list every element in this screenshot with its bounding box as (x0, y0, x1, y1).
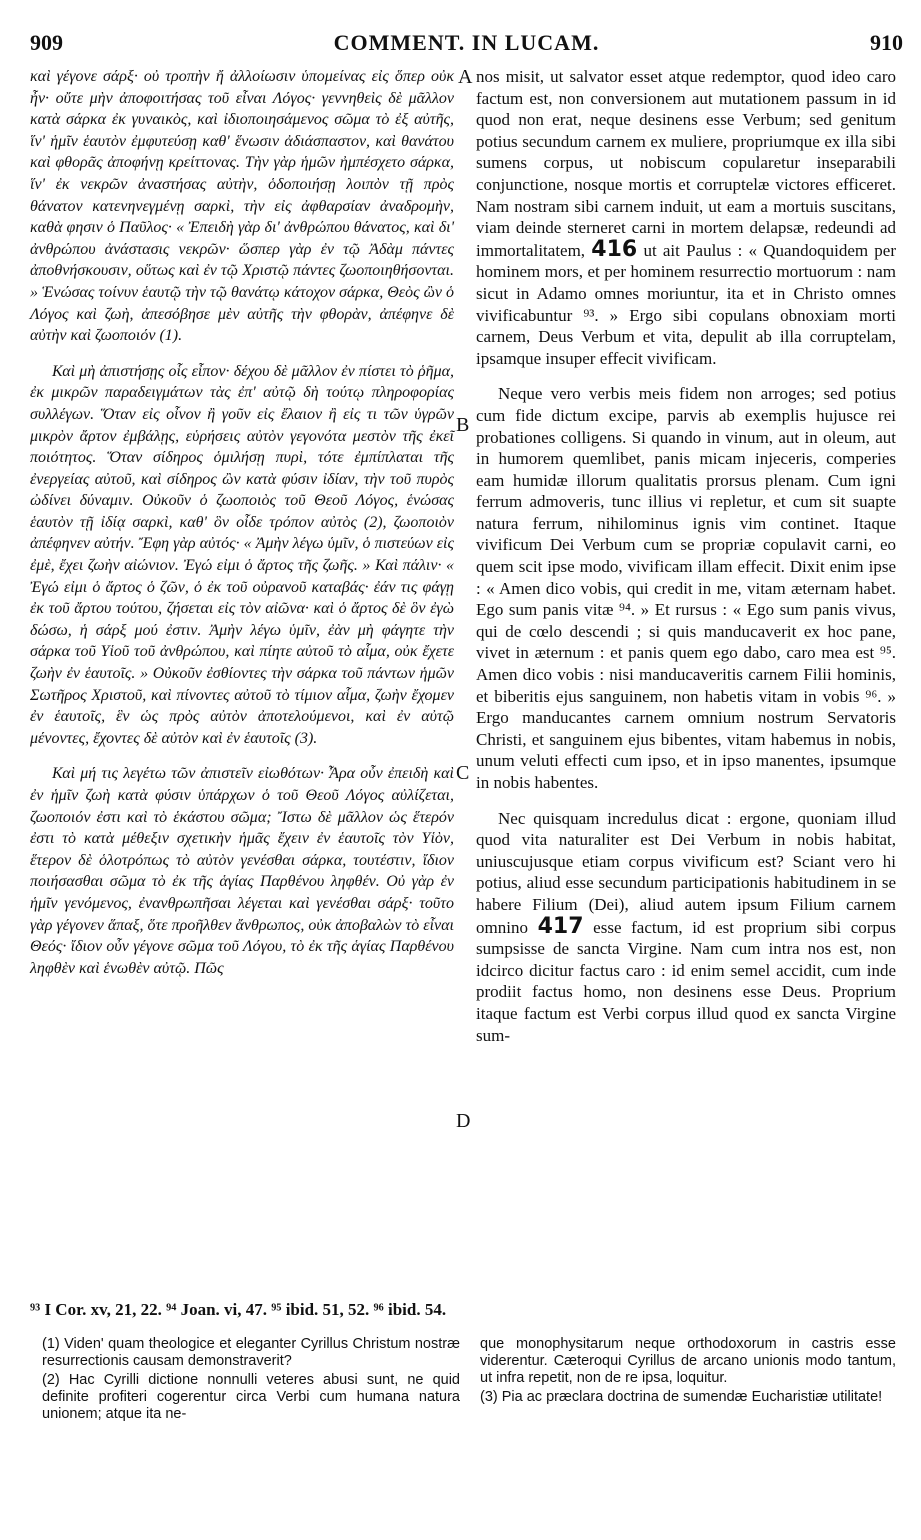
latin-paragraph (476, 808, 896, 1047)
margin-mark-c: C (456, 762, 470, 784)
page-number-right: 910 (870, 30, 903, 55)
greek-paragraph: Καὶ μὴ ἀπιστήσῃς οἷς εἶπον· δέχου δὲ μᾶλλον ἐν πίστει τὸ ῥῆμα, ἐκ μικρῶν παραδειγμάτων τὰς ἐπ' αὐτῷ δὴ τούτῳ πληροφορίας συλλέγων. Ὅταν εἰς οἶνον ἢ γοῦν εἰς ἔλαιον ἢ εἰς τι τῶν ὑγρῶν μικρὸν ἄρτον ἐμβάλῃς, εὑρήσεις αὐτὸν γεγονότα μεστὸν τῆς ἐκεῖ ποιότητος. Ὅταν σίδηρος ὁμιλήσῃ πυρὶ, τότε ἐμπίπλαται τῆς ἐνεργείας αὐτοῦ, καὶ σίδηρος ὢν κατὰ φύσιν ἰδίαν, τὴν τοῦ πυρὸς ὠδίνει δύναμιν. Οὐκοῦν ὁ ζωοποιὸς τοῦ Θεοῦ Λόγος, ἑνώσας ἑαυτὸν τῇ ἰδίᾳ σαρκὶ, καθ' ὃν οἶδε τρόπον αὐτὸς (2), ζωοποιὸν ἀπέφηνεν αὐτήν. Ἔφη γὰρ αὐτός· « Ἀμὴν λέγω ὑμῖν, ὁ πιστεύων εἰς ἐμὲ, ἔχει ζωὴν αἰώνιον. Ἐγώ εἰμι ὁ ἄρτος τῆς ζωῆς. » Καὶ πάλιν· « Ἐγώ εἰμι ὁ ἄρτος ὁ ζῶν, ὁ ἐκ τοῦ οὐρανοῦ καταβάς· ἐάν τις φάγῃ ἐκ τοῦ ἄρτου τούτου, ζήσεται εἰς τὸν αἰῶνα· καὶ ὁ ἄρτος δὲ ὃν ἐγὼ δώσω, ἡ σάρξ μού ἐστιν. Ἀμὴν λέγω ὑμῖν, ἐὰν μὴ φάγητε τὴν σάρκα τοῦ Υἱοῦ τοῦ ἀνθρώπου, καὶ πίητε αὐτοῦ τὸ αἷμα, οὐκ ἔχετε ζωὴν ἐν ἑαυτοῖς. » Οὐκοῦν ἐσθίοντες τὴν σάρκα τοῦ πάντων ἡμῶν Σωτῆρος Χριστοῦ, καὶ πίνοντες αὐτοῦ τὸ τίμιον αἷμα, ζωὴν ἔχομεν ἐν ἑαυτοῖς, ἓν ὡς πρὸς αὐτὸν ἀποτελούμενοι, καὶ ἐν αὐτῷ μένοντες, ἔχοντες δὲ αὐτὸν καὶ ἐν ἑαυτοῖς (3). (30, 362, 454, 747)
running-head (30, 30, 903, 60)
column-number-416: 416 (591, 236, 638, 262)
greek-paragraph: καὶ γέγονε σάρξ· οὐ τροπὴν ἤ ἀλλοίωσιν ὑπομείνας εἰς ὅπερ οὐκ ἦν· οὔτε μὴν ἀποφοιτήσας τοῦ εἶναι Λόγος· γεννηθεὶς δὲ μᾶλλον κατὰ σάρκα ἐκ γυναικὸς, καὶ ἰδιοποιησάμενος σῶμα τὸ ἐξ αὐτῆς, ἵν' ἡμῖν ἑαυτὸν ἐμφυτεύσῃ καθ' ἕνωσιν ἀδιάσπαστον, καὶ θανάτου καὶ φθορᾶς ἀποφήνῃ κρείττονας. Τὴν γὰρ ἡμῶν ἠμπέσχετο σάρκα, ἵν' ἐκ νεκρῶν ἀναστήσας αὐτὴν, ὁδοποιήσῃ λοιπὸν τῇ πρὸς θάνατον κατενηνεγμένῃ σαρκὶ, τὴν εἰς ἀφθαρσίαν ἀναδρομὴν, καθὰ φησιν ὁ Παῦλος· « Ἐπειδὴ γὰρ δι' ἀνθρώπου θάνατος, καὶ δι' ἀνθρώπου ἀνάστασις νεκρῶν· ὥσπερ γὰρ ἐν τῷ Ἀδὰμ πάντες ἀποθνήσκουσιν, οὕτως καὶ ἐν τῷ Χριστῷ πάντες ζωοποιηθήσονται. » Ἑνώσας τοίνυν ἑαυτῷ τὴν τῷ θανάτῳ κάτοχον σάρκα, Θεὸς ὢν ὁ Λόγος καὶ ζωὴ, ἀπεσόβησε μὲν αὐτῆς τὴν φθορὰν, ἀπέφηνε δὲ αὐτὴν καὶ ζωοποιόν (1). (30, 68, 454, 345)
margin-mark-d: D (456, 1110, 471, 1132)
latin-text: Nec quisquam incredulus dicat : ergone, quoniam illud quod vita naturaliter est Dei Verbum in nobis habitat, uniuscujusque etiam corpus vivificum est? Sciant vero hi potius, aliud esse secundum participationis habitudinem in se habere Filium (Dei), aliud autem ipsum Filium carnem omnino (476, 808, 896, 937)
latin-text: ut ait Paulus : « Quandoquidem per hominem mors, et per hominem resurrectio mortuorum : nam sicut in Adamo omnes moriuntur, ita et in Christo omnes vivificabuntur ⁹³. » Ergo sibi copulans obnoxiam morti carnem, Deus Verbum et vita, depulit ab illa corruptelam, ipsamque insuper effecit vivificam. (476, 240, 897, 368)
footnote: (3) Pia ac præclara doctrina de sumendæ Eucharistiæ utilitate! (480, 1389, 883, 1405)
latin-paragraph: Neque vero verbis meis fidem non arroges; sed potius cum fide dictum excipe, parvis ab exemplis hujusce rei probationes colligens. Si quando in vinum, aut in oleum, aut in humorem quemlibet, panis micam injeceris, comperies eam humidæ illorum qualitatis prorsus plenam. Cum igni ferrum admoveris, tunc illius vi repletur, et cum sit suapte natura ferrum, nihilominus ignis vim continet. Itaque vivificum Dei Verbum cum se propriæ copulavit carni, eo quem scit ipse modo, vivificam illam effecit. Dixit enim ipse : « Amen dico vobis, qui credit in me, vitam æternam habet. Ego sum panis vitæ ⁹⁴. » Et rursus : « Ego sum panis vivus, qui de cœlo descendi ; si quis manducaverit ex hoc pane, vivet in æternum : et panis quem ego dabo, caro mea est ⁹⁵. Amen dico vobis : nisi manducaveritis carnem Filii hominis, et biberitis ejus sanguinem, non habetis vitam in vobis ⁹⁶. » Ergo manducantes carnem omnium nostrum Servatoris Christi, et sanguinem ejus bibentes, vitam habemus in nobis, unum veluti effecti cum ipso, et in ipso manentes, ipsumque in nobis habentes. (476, 384, 896, 792)
footnotes-right (480, 1336, 896, 1408)
latin-text: nos misit, ut salvator esset atque redemptor, quod ideo caro factum est, non conversionem aut mutationem passum in id quod non erat, neque desinens esse Verbum; sed genitum potius secundum carnem ex muliere, propriumque ex illa sibi sumens corpus, ut nobiscum copularetur inseparabili conjunctione, nosque mortis et corruptelæ victores efficeret. Nam nostram sibi carnem induit, ut eam a mortuis suscitans, viam deinde sterneret carni in mortem delapsæ, redeundi ad immortalitatem, (476, 67, 896, 260)
footnotes-left (42, 1336, 460, 1425)
greek-column (30, 66, 454, 993)
footnote: que monophysitarum neque orthodoxorum in castris esse viderentur. Cæteroqui Cyrillus de arcano unionis modo tantum, ut infra repetit, non de re ipsa, loquitur. (480, 1336, 896, 1386)
column-number-417: 417 (537, 913, 584, 939)
greek-paragraph: Καὶ μή τις λεγέτω τῶν ἀπιστεῖν εἰωθότων· Ἆρα οὖν ἐπειδὴ καὶ ἐν ἡμῖν ζωὴ κατὰ φύσιν ὑπάρχων ὁ τοῦ Θεοῦ Λόγος αὐλίζεται, ζωοποιόν ἐστι καὶ τὸ ἑκάστου σῶμα; Ἴστω δὲ μᾶλλον ὡς ἕτερόν ἐστι τὸ κατὰ μέθεξιν σχετικὴν ἡμᾶς ἔχειν ἐν ἑαυτοῖς τὸν Υἱὸν, ἕτερον δὲ ὁλοτρόπως τὸ αὐτὸν γενέσθαι σάρκα, τουτέστιν, ἴδιον ποιήσασθαι σῶμα τὸ ἐκ τῆς ἁγίας Παρθένου ληφθέν. Οὐ γὰρ ἐν ἡμῖν γενόμενος, ἐνανθρωπῆσαι λέγεται καὶ γενέσθαι σάρξ· τοῦτο γὰρ γέγονεν ἅπαξ, ὅτε προῆλθεν ἄνθρωπος, οὐκ ἀποβαλὼν τὸ εἶναι Θεός· ἴδιον οὖν γέγονε σῶμα τοῦ Λόγου, τὸ ἐκ τῆς ἁγίας Παρθένου ληφθὲν καὶ ἑνωθὲν αὐτῷ. Πῶς (30, 765, 454, 977)
footnote: (1) Viden' quam theologice et eleganter Cyrillus Christum nostræ resurrectionis causam demonstraverit? (42, 1336, 460, 1369)
page-title: COMMENT. IN LUCAM. (333, 30, 600, 55)
latin-paragraph (476, 66, 896, 369)
scripture-references: ⁹³ I Cor. xv, 21, 22. ⁹⁴ Joan. vi, 47. ⁹⁵ ibid. 51, 52. ⁹⁶ ibid. 54. (30, 1300, 447, 1319)
margin-mark-b: B (456, 414, 470, 436)
latin-column (476, 66, 896, 1060)
page-number-left: 909 (30, 30, 63, 55)
latin-text: esse factum, id est proprium sibi corpus sumpsisse de sancta Virgine. Nam cum intra nos est, non idcirco dicitur factus caro : id enim semel accidit, cum inde prodiit factus homo, non desinens esse Deus. Proprium itaque factum est Verbi corpus illud quod ex sancta Virgine sum- (476, 917, 897, 1045)
margin-mark-a: A (458, 66, 473, 88)
footnote: (2) Hac Cyrilli dictione nonnulli veteres abusi sunt, ne quid definite profiteri cogerentur circa Verbi cum humana natura unionem; atque ita ne- (42, 1372, 460, 1422)
